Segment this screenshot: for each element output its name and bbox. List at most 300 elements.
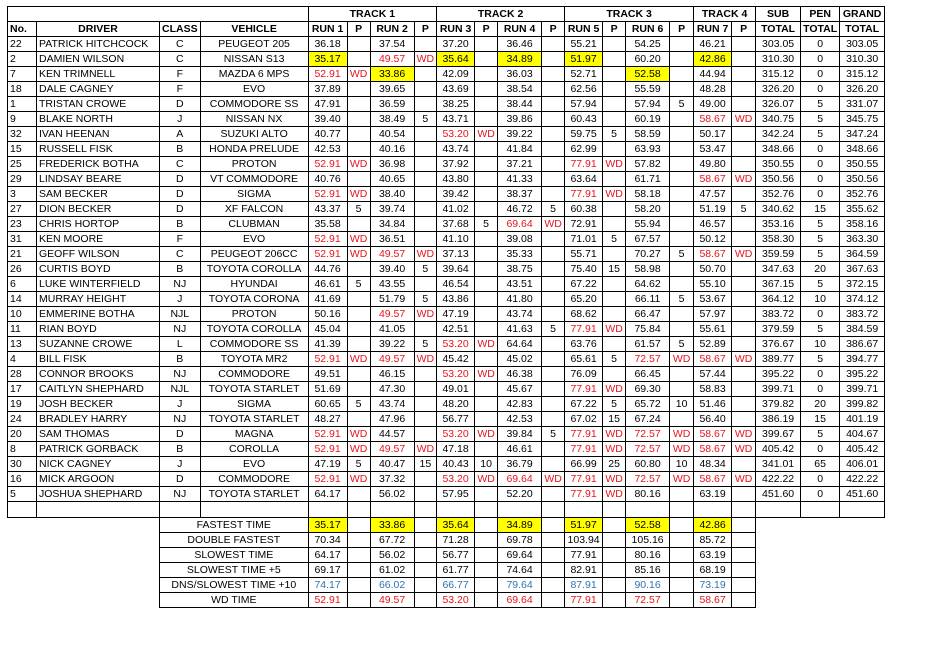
table-cell: 22 xyxy=(8,37,37,52)
table-cell: 50.17 xyxy=(694,127,732,142)
table-cell xyxy=(414,427,437,442)
table-cell: 66.11 xyxy=(626,292,670,307)
table-cell xyxy=(542,382,565,397)
table-cell: 46.15 xyxy=(370,367,414,382)
table-cell: F xyxy=(160,67,201,82)
table-cell: 49.57 xyxy=(370,352,414,367)
table-cell xyxy=(603,97,626,112)
spacer-cell xyxy=(670,502,694,518)
table-cell: 49.51 xyxy=(308,367,347,382)
table-cell: 384.59 xyxy=(840,322,885,337)
table-cell: 39.22 xyxy=(370,337,414,352)
table-cell: 66.45 xyxy=(626,367,670,382)
header-row-tracks xyxy=(8,7,885,22)
table-cell: 41.02 xyxy=(437,202,475,217)
table-cell: NJ xyxy=(160,412,201,427)
table-cell: 15 xyxy=(603,262,626,277)
table-cell xyxy=(542,112,565,127)
table-cell: 40.16 xyxy=(370,142,414,157)
table-cell: 52.91 xyxy=(308,67,347,82)
table-cell: 39.40 xyxy=(308,112,347,127)
table-cell xyxy=(670,172,694,187)
table-cell: 39.08 xyxy=(498,232,542,247)
table-cell: CONNOR BROOKS xyxy=(37,367,160,382)
table-cell: 10 xyxy=(670,397,694,412)
table-cell: 47.96 xyxy=(370,412,414,427)
table-cell: 10 xyxy=(8,307,37,322)
summary-row xyxy=(8,533,885,548)
table-cell: 5 xyxy=(732,202,756,217)
table-cell: 49.57 xyxy=(370,247,414,262)
table-cell: SAM BECKER xyxy=(37,187,160,202)
table-cell: 34.89 xyxy=(498,52,542,67)
table-cell: MURRAY HEIGHT xyxy=(37,292,160,307)
table-cell: 30 xyxy=(8,457,37,472)
table-cell: 5 xyxy=(347,457,370,472)
table-cell: 7 xyxy=(8,67,37,82)
table-cell: 364.12 xyxy=(756,292,801,307)
table-cell: WD xyxy=(347,247,370,262)
col-header: CLASS xyxy=(160,22,201,37)
table-row xyxy=(8,112,885,127)
col-header: TOTAL xyxy=(801,22,840,37)
table-cell xyxy=(475,412,498,427)
table-cell: WD xyxy=(732,427,756,442)
table-cell: 41.80 xyxy=(498,292,542,307)
table-row xyxy=(8,397,885,412)
table-cell: 8 xyxy=(8,442,37,457)
summary-row xyxy=(8,593,885,608)
table-cell: 20 xyxy=(801,397,840,412)
table-cell: TOYOTA COROLLA xyxy=(200,262,308,277)
summary-value: 82.91 xyxy=(565,563,603,578)
table-cell: F xyxy=(160,232,201,247)
table-cell: 77.91 xyxy=(565,472,603,487)
summary-label: FASTEST TIME xyxy=(160,518,309,533)
table-cell: EVO xyxy=(200,457,308,472)
table-cell: C xyxy=(160,52,201,67)
table-cell xyxy=(542,487,565,502)
table-cell: 41.84 xyxy=(498,142,542,157)
table-cell: 37.20 xyxy=(437,37,475,52)
summary-blank xyxy=(8,518,37,533)
table-row xyxy=(8,232,885,247)
col-header: P xyxy=(732,22,756,37)
table-cell: L xyxy=(160,337,201,352)
table-cell: CLUBMAN xyxy=(200,217,308,232)
summary-blank xyxy=(801,518,840,533)
table-cell: 58.59 xyxy=(626,127,670,142)
table-cell xyxy=(347,382,370,397)
table-cell: 5 xyxy=(347,202,370,217)
table-cell: WD xyxy=(347,427,370,442)
table-cell: 5 xyxy=(801,232,840,247)
table-cell: 367.63 xyxy=(840,262,885,277)
table-cell: 5 xyxy=(603,352,626,367)
table-cell: 40.76 xyxy=(308,172,347,187)
table-cell xyxy=(732,322,756,337)
table-cell: 5 xyxy=(603,397,626,412)
spacer-cell xyxy=(200,502,308,518)
table-cell: PATRICK HITCHCOCK xyxy=(37,37,160,52)
table-cell: FREDERICK BOTHA xyxy=(37,157,160,172)
summary-value: 71.28 xyxy=(437,533,475,548)
summary-p-blank xyxy=(475,578,498,593)
table-cell: 41.33 xyxy=(498,172,542,187)
summary-label: SLOWEST TIME xyxy=(160,548,309,563)
table-cell: 64.17 xyxy=(308,487,347,502)
table-cell: 29 xyxy=(8,172,37,187)
table-cell: 451.60 xyxy=(840,487,885,502)
table-cell xyxy=(732,277,756,292)
table-row xyxy=(8,307,885,322)
table-cell xyxy=(347,412,370,427)
table-cell xyxy=(414,67,437,82)
summary-p-blank xyxy=(475,533,498,548)
table-cell: 37.54 xyxy=(370,37,414,52)
summary-value: 64.17 xyxy=(308,548,347,563)
table-cell: F xyxy=(160,82,201,97)
table-row xyxy=(8,247,885,262)
summary-p-blank xyxy=(475,593,498,608)
table-row xyxy=(8,97,885,112)
table-cell: 303.05 xyxy=(756,37,801,52)
table-cell: 65.72 xyxy=(626,397,670,412)
table-cell: 341.01 xyxy=(756,457,801,472)
table-cell: NJ xyxy=(160,487,201,502)
table-cell xyxy=(732,412,756,427)
table-cell: 51.79 xyxy=(370,292,414,307)
table-cell xyxy=(542,367,565,382)
summary-blank xyxy=(8,563,37,578)
table-cell: 55.21 xyxy=(565,37,603,52)
table-cell xyxy=(732,307,756,322)
table-cell: 13 xyxy=(8,337,37,352)
table-cell: GEOFF WILSON xyxy=(37,247,160,262)
table-cell: 5 xyxy=(801,322,840,337)
table-cell: WD xyxy=(347,67,370,82)
table-cell xyxy=(670,127,694,142)
summary-value: 49.57 xyxy=(370,593,414,608)
table-cell: 39.64 xyxy=(437,262,475,277)
table-cell xyxy=(347,37,370,52)
table-cell: 315.12 xyxy=(756,67,801,82)
table-row xyxy=(8,142,885,157)
table-cell: 11 xyxy=(8,322,37,337)
table-cell xyxy=(603,142,626,157)
table-cell: 57.44 xyxy=(694,367,732,382)
table-row xyxy=(8,202,885,217)
header-pen: PEN xyxy=(801,7,840,22)
summary-p-blank xyxy=(542,578,565,593)
col-header: TOTAL xyxy=(756,22,801,37)
table-cell xyxy=(732,367,756,382)
spacer-cell xyxy=(732,502,756,518)
table-cell: WD xyxy=(732,172,756,187)
table-cell: WD xyxy=(603,472,626,487)
summary-p-blank xyxy=(347,548,370,563)
table-cell: 67.24 xyxy=(626,412,670,427)
table-cell: 57.94 xyxy=(626,97,670,112)
summary-blank xyxy=(8,548,37,563)
table-cell: 15 xyxy=(8,142,37,157)
table-cell: 44.94 xyxy=(694,67,732,82)
summary-label: WD TIME xyxy=(160,593,309,608)
table-cell: 39.86 xyxy=(498,112,542,127)
table-cell: COMMODORE SS xyxy=(200,97,308,112)
table-cell: 406.01 xyxy=(840,457,885,472)
table-cell: B xyxy=(160,262,201,277)
table-cell xyxy=(414,472,437,487)
table-cell: 5 xyxy=(414,112,437,127)
col-header: P xyxy=(670,22,694,37)
table-cell: 5 xyxy=(542,202,565,217)
summary-p-blank xyxy=(475,548,498,563)
table-cell xyxy=(475,487,498,502)
table-cell: TOYOTA COROLLA xyxy=(200,322,308,337)
table-cell xyxy=(732,157,756,172)
table-cell: 386.67 xyxy=(840,337,885,352)
table-cell: 5 xyxy=(670,247,694,262)
table-cell xyxy=(732,97,756,112)
table-cell: 41.39 xyxy=(308,337,347,352)
table-cell xyxy=(670,322,694,337)
summary-value: 67.72 xyxy=(370,533,414,548)
table-cell: 50.70 xyxy=(694,262,732,277)
table-cell: D xyxy=(160,187,201,202)
table-row xyxy=(8,262,885,277)
summary-value: 77.91 xyxy=(565,593,603,608)
table-cell: EVO xyxy=(200,232,308,247)
table-cell: BLAKE NORTH xyxy=(37,112,160,127)
summary-p-blank xyxy=(670,518,694,533)
table-cell xyxy=(475,172,498,187)
table-cell: 58.67 xyxy=(694,442,732,457)
table-cell: 5 xyxy=(542,322,565,337)
table-row xyxy=(8,382,885,397)
table-cell xyxy=(347,337,370,352)
table-cell: 1 xyxy=(8,97,37,112)
summary-p-blank xyxy=(347,578,370,593)
table-cell: 379.59 xyxy=(756,322,801,337)
table-cell: WD xyxy=(414,352,437,367)
table-cell: NICK CAGNEY xyxy=(37,457,160,472)
table-cell: 77.91 xyxy=(565,382,603,397)
summary-value: 66.77 xyxy=(437,578,475,593)
table-cell xyxy=(475,187,498,202)
table-cell: 45.04 xyxy=(308,322,347,337)
table-cell: 38.40 xyxy=(370,187,414,202)
summary-blank xyxy=(756,548,801,563)
table-cell: C xyxy=(160,247,201,262)
table-cell xyxy=(414,217,437,232)
summary-blank xyxy=(840,533,885,548)
table-cell: 42.53 xyxy=(498,412,542,427)
table-cell: 55.59 xyxy=(626,82,670,97)
table-cell: WD xyxy=(347,232,370,247)
table-cell: 350.55 xyxy=(756,157,801,172)
table-cell: 58.67 xyxy=(694,472,732,487)
table-cell: 37.21 xyxy=(498,157,542,172)
table-cell: 52.20 xyxy=(498,487,542,502)
table-cell: 5 xyxy=(801,217,840,232)
col-header: P xyxy=(603,22,626,37)
header-track3: TRACK 3 xyxy=(565,7,694,22)
table-cell: 39.84 xyxy=(498,427,542,442)
summary-blank xyxy=(840,578,885,593)
table-cell xyxy=(670,202,694,217)
table-cell: SUZUKI ALTO xyxy=(200,127,308,142)
table-cell: 52.89 xyxy=(694,337,732,352)
summary-p-blank xyxy=(414,518,437,533)
table-cell: 60.43 xyxy=(565,112,603,127)
table-row xyxy=(8,37,885,52)
table-cell xyxy=(542,412,565,427)
table-cell xyxy=(414,367,437,382)
table-cell: 0 xyxy=(801,52,840,67)
table-cell xyxy=(670,262,694,277)
table-row xyxy=(8,82,885,97)
table-cell xyxy=(475,322,498,337)
table-cell: 310.30 xyxy=(840,52,885,67)
table-cell: 372.15 xyxy=(840,277,885,292)
table-cell: 65.61 xyxy=(565,352,603,367)
table-row xyxy=(8,187,885,202)
table-cell: WD xyxy=(732,247,756,262)
table-cell: RUSSELL FISK xyxy=(37,142,160,157)
summary-blank xyxy=(756,563,801,578)
table-cell: B xyxy=(160,142,201,157)
table-cell xyxy=(414,202,437,217)
table-cell: 404.67 xyxy=(840,427,885,442)
table-cell: 60.65 xyxy=(308,397,347,412)
table-cell xyxy=(414,97,437,112)
table-row xyxy=(8,127,885,142)
table-cell: 52.58 xyxy=(626,67,670,82)
table-cell: 36.59 xyxy=(370,97,414,112)
summary-p-blank xyxy=(603,548,626,563)
table-cell: 2 xyxy=(8,52,37,67)
table-cell: 374.12 xyxy=(840,292,885,307)
table-cell: PROTON xyxy=(200,307,308,322)
table-cell: 47.19 xyxy=(437,307,475,322)
summary-row xyxy=(8,578,885,593)
summary-p-blank xyxy=(347,518,370,533)
table-cell: 405.42 xyxy=(840,442,885,457)
summary-value: 69.78 xyxy=(498,533,542,548)
table-cell xyxy=(670,157,694,172)
summary-label: SLOWEST TIME +5 xyxy=(160,563,309,578)
table-cell xyxy=(732,52,756,67)
table-cell: B xyxy=(160,442,201,457)
summary-blank xyxy=(756,578,801,593)
table-cell: 16 xyxy=(8,472,37,487)
table-cell: 20 xyxy=(8,427,37,442)
table-cell: 5 xyxy=(670,337,694,352)
table-cell: 35.33 xyxy=(498,247,542,262)
table-row xyxy=(8,157,885,172)
col-header: TOTAL xyxy=(840,22,885,37)
table-cell: 38.44 xyxy=(498,97,542,112)
table-cell: 45.42 xyxy=(437,352,475,367)
table-cell: 67.57 xyxy=(626,232,670,247)
spacer-cell xyxy=(565,502,603,518)
table-cell: 399.67 xyxy=(756,427,801,442)
table-cell: 75.40 xyxy=(565,262,603,277)
table-cell xyxy=(603,67,626,82)
table-cell: 5 xyxy=(801,352,840,367)
table-cell: 43.74 xyxy=(370,397,414,412)
table-cell: 5 xyxy=(8,487,37,502)
table-cell xyxy=(475,307,498,322)
table-cell xyxy=(475,157,498,172)
table-cell: KEN TRIMNELL xyxy=(37,67,160,82)
summary-value: 52.91 xyxy=(308,593,347,608)
table-cell xyxy=(603,52,626,67)
table-cell xyxy=(475,202,498,217)
summary-value: 72.57 xyxy=(626,593,670,608)
summary-value: 34.89 xyxy=(498,518,542,533)
table-cell: 49.57 xyxy=(370,307,414,322)
table-cell: 14 xyxy=(8,292,37,307)
table-cell: 69.64 xyxy=(498,472,542,487)
table-cell: CHRIS HORTOP xyxy=(37,217,160,232)
summary-value: 74.17 xyxy=(308,578,347,593)
summary-p-blank xyxy=(347,533,370,548)
table-cell: WD xyxy=(347,442,370,457)
summary-value: 70.34 xyxy=(308,533,347,548)
table-cell: 15 xyxy=(414,457,437,472)
table-cell: 46.38 xyxy=(498,367,542,382)
summary-value: 33.86 xyxy=(370,518,414,533)
summary-row xyxy=(8,518,885,533)
table-cell: 0 xyxy=(801,82,840,97)
table-cell: 348.66 xyxy=(756,142,801,157)
col-header: P xyxy=(414,22,437,37)
table-cell: 36.46 xyxy=(498,37,542,52)
summary-value: 56.02 xyxy=(370,548,414,563)
summary-p-blank xyxy=(670,578,694,593)
table-cell: XF FALCON xyxy=(200,202,308,217)
table-cell: 69.64 xyxy=(498,217,542,232)
table-cell: B xyxy=(160,352,201,367)
table-cell: 37.89 xyxy=(308,82,347,97)
table-cell: WD xyxy=(475,427,498,442)
table-row xyxy=(8,337,885,352)
summary-blank xyxy=(8,578,37,593)
table-cell xyxy=(732,82,756,97)
table-cell: 422.22 xyxy=(756,472,801,487)
table-cell: 5 xyxy=(670,292,694,307)
table-cell: COMMODORE SS xyxy=(200,337,308,352)
table-cell: 0 xyxy=(801,187,840,202)
table-cell xyxy=(542,67,565,82)
summary-p-blank xyxy=(542,548,565,563)
table-cell: 51.69 xyxy=(308,382,347,397)
table-cell: D xyxy=(160,472,201,487)
summary-p-blank xyxy=(732,548,756,563)
summary-blank xyxy=(37,593,160,608)
table-cell: 18 xyxy=(8,82,37,97)
table-cell: 43.37 xyxy=(308,202,347,217)
table-cell xyxy=(414,127,437,142)
spacer-cell xyxy=(37,502,160,518)
table-cell: WD xyxy=(670,352,694,367)
summary-p-blank xyxy=(414,578,437,593)
table-cell: 4 xyxy=(8,352,37,367)
table-cell xyxy=(670,307,694,322)
summary-value: 68.19 xyxy=(694,563,732,578)
